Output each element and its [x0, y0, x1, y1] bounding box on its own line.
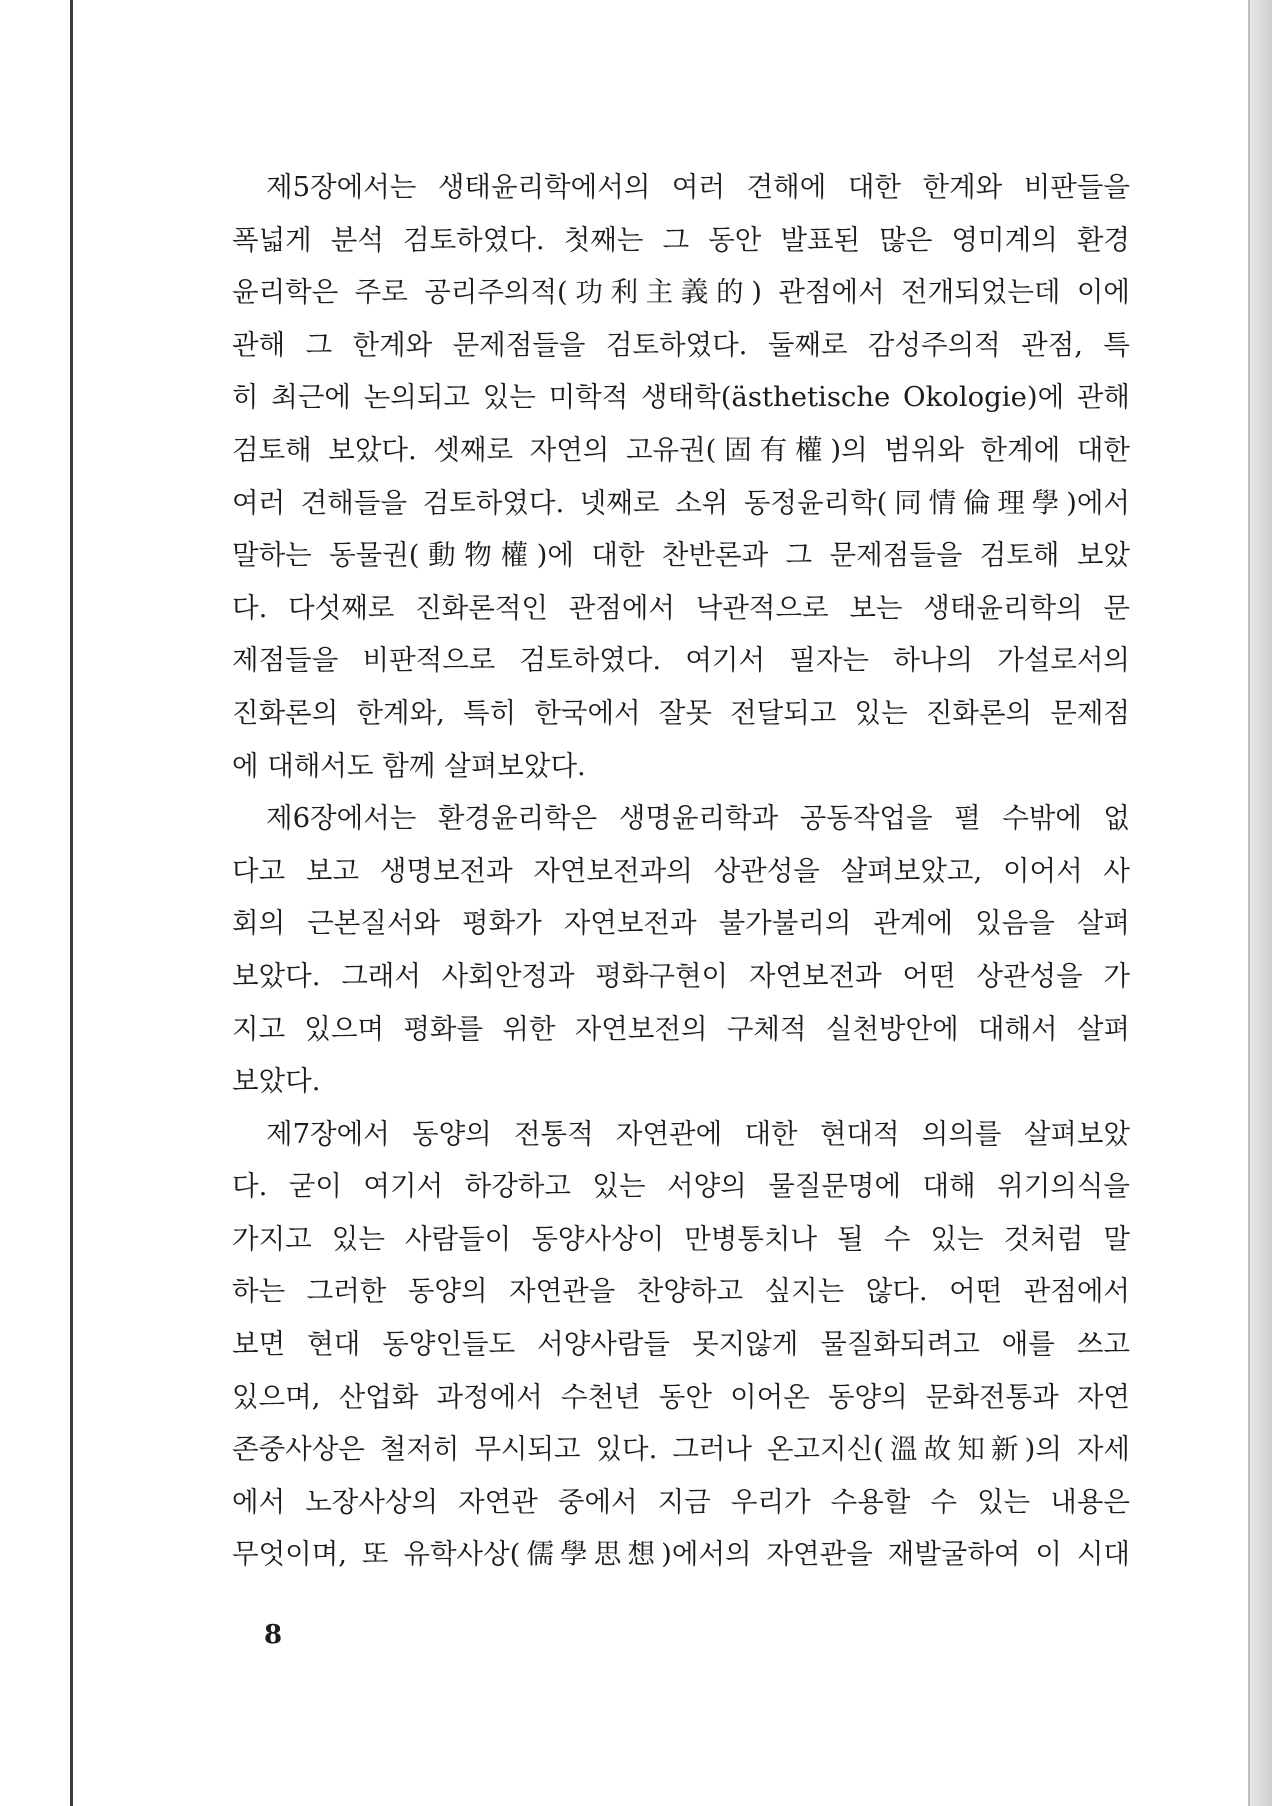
text-line: 회의 근본질서와 평화가 자연보전과 불가불리의 관계에 있음을 살펴	[232, 907, 1130, 940]
text-line: 제점들을 비판적으로 검토하였다. 여기서 필자는 하나의 가설로서의	[232, 644, 1130, 677]
text-line: 무엇이며, 또 유학사상(儒學思想)에서의 자연관을 재발굴하여 이 시대	[232, 1538, 1130, 1571]
text-line: 보았다. 그래서 사회안정과 평화구현이 자연보전과 어떤 상관성을 가	[232, 959, 1130, 992]
text-line: 다. 굳이 여기서 하강하고 있는 서양의 물질문명에 대해 위기의식을	[232, 1170, 1130, 1203]
page-edge	[1250, 0, 1272, 1806]
text-line: 있으며, 산업화 과정에서 수천년 동안 이어온 동양의 문화전통과 자연	[232, 1380, 1130, 1413]
text-line: 관해 그 한계와 문제점들을 검토하였다. 둘째로 감성주의적 관점, 특	[232, 328, 1130, 361]
text-line: 제7장에서 동양의 전통적 자연관에 대한 현대적 의의를 살펴보았	[266, 1117, 1130, 1150]
paragraph-chapter-7	[232, 1108, 1130, 1581]
text-line: 여러 견해들을 검토하였다. 넷째로 소위 동정윤리학(同情倫理學)에서	[232, 486, 1130, 519]
text-line: 보면 현대 동양인들도 서양사람들 못지않게 물질화되려고 애를 쓰고	[232, 1328, 1130, 1361]
text-line: 다고 보고 생명보전과 자연보전과의 상관성을 살펴보았고, 이어서 사	[232, 854, 1130, 887]
text-line: 다. 다섯째로 진화론적인 관점에서 낙관적으로 보는 생태윤리학의 문	[232, 591, 1130, 624]
text-line: 제5장에서는 생태윤리학에서의 여러 견해에 대한 한계와 비판들을	[266, 171, 1130, 203]
paragraph-chapter-5	[232, 161, 1130, 792]
paragraph-chapter-6	[232, 792, 1130, 1108]
text-line: 폭넓게 분석 검토하였다. 첫째는 그 동안 발표된 많은 영미계의 환경	[232, 223, 1130, 256]
text-line: 제6장에서는 환경윤리학은 생명윤리학과 공동작업을 펼 수밖에 없	[266, 802, 1130, 835]
text-line: 지고 있으며 평화를 위한 자연보전의 구체적 실천방안에 대해서 살펴	[232, 1012, 1130, 1045]
text-line: 에서 노장사상의 자연관 중에서 지금 우리가 수용할 수 있는 내용은	[232, 1485, 1130, 1518]
text-line: 진화론의 한계와, 특히 한국에서 잘못 전달되고 있는 진화론의 문제점	[232, 696, 1130, 729]
text-line: 윤리학은 주로 공리주의적(功利主義的) 관점에서 전개되었는데 이에	[232, 276, 1130, 309]
body-text	[232, 161, 1130, 1581]
text-line: 하는 그러한 동양의 자연관을 찬양하고 싶지는 않다. 어떤 관점에서	[232, 1275, 1130, 1308]
text-line: 존중사상은 철저히 무시되고 있다. 그러나 온고지신(溫故知新)의 자세	[232, 1433, 1130, 1466]
page-number: 8	[264, 1620, 283, 1650]
text-line: 히 최근에 논의되고 있는 미학적 생태학(ästhetische Okologie)에 관해	[232, 381, 1130, 414]
text-line: 보았다.	[232, 1065, 321, 1098]
text-line: 에 대해서도 함께 살펴보았다.	[232, 749, 586, 782]
text-line: 검토해 보았다. 셋째로 자연의 고유권(固有權)의 범위와 한계에 대한	[232, 433, 1130, 466]
text-line: 말하는 동물권(動物權)에 대한 찬반론과 그 문제점들을 검토해 보았	[232, 539, 1130, 572]
text-line: 가지고 있는 사람들이 동양사상이 만병통치나 될 수 있는 것처럼 말	[232, 1222, 1130, 1255]
